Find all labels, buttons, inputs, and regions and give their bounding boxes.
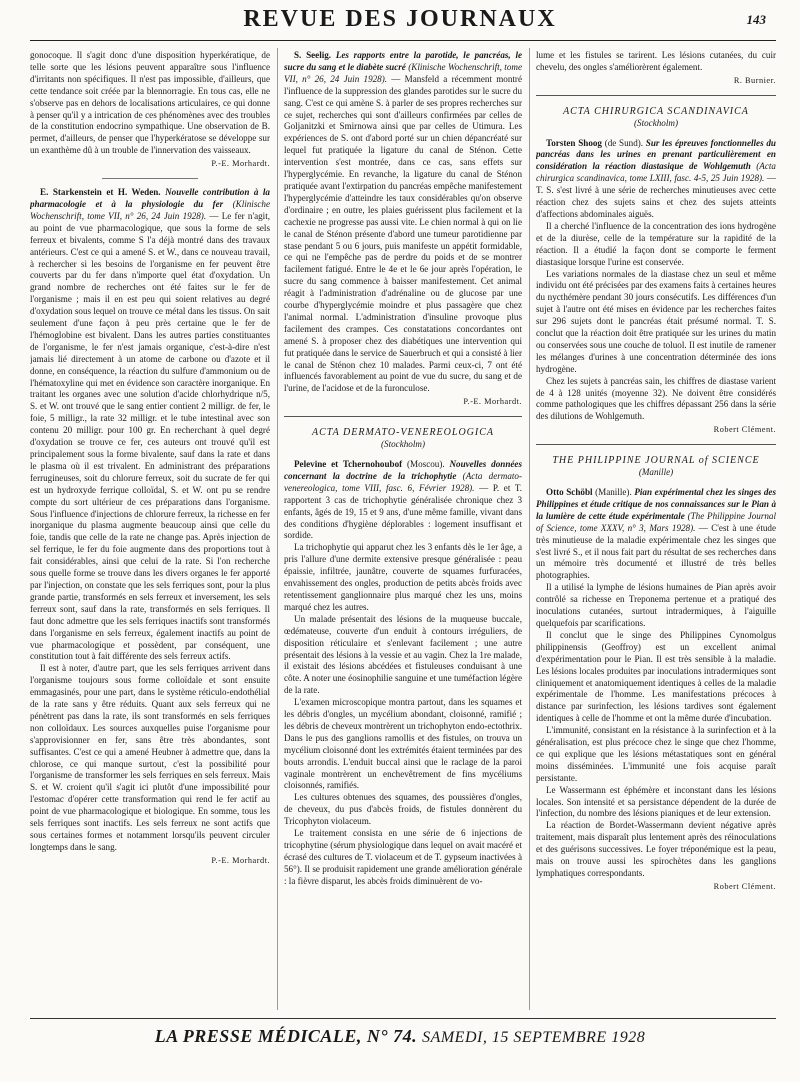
article-signature: P.-E. Morhardt. xyxy=(211,159,270,169)
column-left xyxy=(30,50,270,1012)
section-divider xyxy=(284,416,522,417)
journal-heading: THE PHILIPPINE JOURNAL of SCIENCE xyxy=(552,455,760,467)
article-body: — P. et T. rapportent 3 cas de trichophytie généralisée chronique chez 3 enfants, âgés de 19, 15 et 9 ans, d'une même famille, vivant dans des conditions d'hygiène déplorables : logement insuffisant et sordide. xyxy=(284,482,522,541)
article-starkenstein xyxy=(30,187,270,663)
article-body: — Mansfeld a récemment montré l'influence de la suppression des glandes parotides sur le sucre du sang. C'est ce qui amène S. à parler de ses propres recherches sur ce sujet, recherches qui sont d'ailleurs confirmées par celles de Goljanitzki et Smirnowa ainsi que par celles de Utimura. Les expériences de S. ont d'abord porté sur un chien dépancréaté sur lequel fut pratiquée la ligature du canal de Sténon. Cette intervention s'est montrée, dans ce cas, sans effets sur l'hyperglycémie. En revanche, la ligature du canal de Sténon pratiquée avant l'extirpation du pancréas empêche manifestement l'hyperglycémie d'atteindre les taux considérables qu'on observe d'ordinaire ; en outre, les plaies guérissent plus facilement et la cachexie ne progresse pas aussi vite. Le chien normal à qui on lie le canal de Sténon présente d'abord une tumeur parotidienne par stase pendant 5 ou 6 jours, puis manifeste un appétit formidable, ce qui ne l'empêche pas de perdre du poids et de se montrer facilement fatigué. Entre le 4e et le 6e jour après l'opération, le sucre du sang commence à baisser manifestement. Cet animal réagit à l'administration d'adrénaline ou de glucose par une courbe d'hyperglycémie moindre et plus passagère que chez l'animal normal. L'administration d'insuline provoque plus facilement des crampes. Ces constatations concordantes ont amené S. à proposer chez des diabétiques une intervention qui fut pratiquée dans le service de Sauerbruch et qui a consisté à lier le canal de Sténon chez 10 malades. Parmi ceux-ci, 7 ont été influencés favorablement au point de vue du sucre, du sang et de l'urine, de l'acidose et de la furonculose. xyxy=(284,73,522,394)
article-paragraph: L'examen microscopique montra partout, dans les squames et les débris d'ongles, un mycélium abondant, cloisonné, ramifié ; les débris de cheveux montrèrent un trichophyton endo-ectothrix. Dans le pus des ganglions ramollis et des fistules, on trouva un mycélium cloisonné dont les extrémités étaient terminées par des bouts arrondis. L'enduit buccal ainsi que le raclage de la paroi vaginale montrèrent un enchevêtrement de fins mycéliums cloisonnés, ramifiés. xyxy=(284,697,522,791)
article-author: Torsten Shoog xyxy=(546,137,602,148)
journal-city: (Manille) xyxy=(638,467,674,478)
article-continuation: gonocoque. Il s'agit donc d'une disposition hyperkératique, de telle sorte que les lésions peuvent apparaître sous l'influence d'irritants non spécifiques. Il n'est pas impossible, d'ailleurs, que cette tendance soit créée par la blennorragie. En tous cas, elle ne s'observe pas en dehors de localisations articulaires, ce qui donne à penser qu'il y a intrication de ces phénomènes avec des troubles de la constitution endocrino sympathique. Une observation de B. permet, d'ailleurs, de penser que l'hyperkératose se développe sur un exanthème dû à un trouble de l'innervation des vaisseaux. xyxy=(30,50,270,156)
article-signature: P.-E. Morhardt. xyxy=(211,855,270,865)
article-author: Pelevine et Tchernohoubof xyxy=(294,459,403,469)
column-divider xyxy=(277,48,278,1010)
article-signature: R. Burnier. xyxy=(733,75,776,85)
article-author: E. Starkenstein et H. Weden. xyxy=(40,187,161,198)
footer-rule xyxy=(30,1018,776,1019)
article-paragraph: Les cultures obtenues des squames, des poussières d'ongles, de cheveux, du pus d'abcès froids, de fistules donnèrent du Tricophyton violaceum. xyxy=(284,792,522,827)
column-middle xyxy=(284,50,522,1012)
article-author-place: (de Sund). xyxy=(604,137,644,148)
page-footer xyxy=(0,1026,800,1047)
article-shoog xyxy=(536,138,776,221)
article-paragraph: La réaction de Bordet-Wassermann devient négative après traitement, mais disparaît plus lentement après des réinoculations et des guérisons successives. Le foyer tréponémique est la peau, mais on trouve aussi les spirochètes dans les ganglions lymphatiques correspondants. xyxy=(536,820,776,878)
article-author: Otto Schöbl xyxy=(546,487,593,497)
article-paragraph: Les variations normales de la diastase chez un seul et même individu ont été précisées par des examens faits à certaines heures du nycthémère pendant 30 jours consécutifs. Les différences d'un sujet à l'autre ont été mises en évidence par les recherches faites sur 296 sujets dont le pancréas était présumé normal. T. S. conclut que la réaction doit être pratiquée sur les urines du matin ou conservées sous une couche de toluol. Il est inutile de ramener les mélanges d'urines à une concentration déterminée des ions hydrogène. xyxy=(536,268,776,374)
article-paragraph: Il a utilisé la lymphe de lésions humaines de Pian après avoir contrôlé sa richesse en Treponema pertenue et a pratiqué des inoculations cutanées, surtout intradermiques, à l'aiguille quelquefois par scarifications. xyxy=(536,582,776,628)
article-source: (Acta dermato-venereologica, tome VIII, fasc. 6, Février 1928). xyxy=(284,470,522,493)
article-paragraph: Le traitement consista en une série de 6 injections de tricophytine (sérum physiologique dans lequel on avait macéré et écrasé des cultures de T. violaceum et de T. gypseum inactivées à 56°). Il se produisit rapidement une grande amélioration générale : la fièvre disparut, les abcès froids diminuèrent de vo- xyxy=(284,828,522,886)
article-signature: Robert Clément. xyxy=(713,425,776,435)
article-schobl xyxy=(536,487,776,582)
article-title: Pian expérimental chez les singes des Philippines et étude critique de nos connaissances sur le Pian à la lumière de cette étude expérimentale xyxy=(536,487,776,521)
article-source: (The Philippine Journal of Science, tome XXXV, n° 3, Mars 1928). xyxy=(536,510,776,533)
journal-heading: ACTA DERMATO-VENEREOLOGICA xyxy=(311,427,494,439)
section-divider xyxy=(536,95,776,96)
article-body: — T. S. s'est livré à une série de recherches minutieuses avec cette réaction chez des sujets sains et chez des sujets atteints d'affections abdominales aiguës. xyxy=(536,173,776,219)
article-source: (Klinische Wochenschrift, tome VII, n° 26, 24 Juin 1928). xyxy=(30,198,270,221)
article-body: — Le fer n'agit, au point de vue pharmacologique, que sous la forme de sels ferreux et bivalents, comme S l'a déjà montré dans des travaux antérieurs. C'est ce qui a amené S. et W., dans ce nouveau travail, à rechercher si les besoins de l'organisme en fer peuvent être couverts par du fer dans n'importe quel état d'oxydation. Un grand nombre de recherches ont été faites sur le fer de l'organisme ; mais il en est peu qui soient relatives au degré d'oxydation sous lequel on trouve ce métal dans les tissus. On sait seulement d'une façon à peu près certaine que le fer de l'hémoglobine est bivalent. Dans les autres parties constituantes de l'organisme, le fer n'est jamais organique, c'est-à-dire n'est jamais lié directement à un atome de carbone ou d'azote et il donne, en conséquence, la réaction du sulfure d'ammonium ou de l'hématoxyline qui met en évidence son caractère inorganique. En traitant les organes avec une solution d'acide chlorhydrique n/5, S. et W. ont trouvé que le sang entier contient 2 milligr. de fer, le foie, 5 milligr., la rate 32 milligr. et le tube intestinal avec son contenu 20 milligr. pour 100 gr. En recherchant à quel degré d'oxydation se trouve ce fer, ces auteurs ont trouvé qu'il est principalement sous la forme bivalente, sauf dans la rate et dans le plasma où il est trivalent. En administrant des préparations ferrugineuses, soit du chlorure ferreux, soit du sucrate de fer qui est un hydroxyde ferrique colloïdal, S. et W. ont pu se rendre compte du sort ultérieur de ces préparations dans l'organisme. Sous l'influence d'injections de chlorure ferreux, la richesse en fer inorganique du plasma augmente beaucoup ainsi que celle du foie, tandis que celle de la rate ne change pas. Après injection de sel ferrique, le fer du foie augmente dans des proportions tout à fait considérables, ainsi que celui de la rate. Si l'on recherche sous quelle forme se trouve dans les divers organes le fer apporté par l'injection, on constate que les sels ferriques sont, pour la plus grande partie, transformés en sels ferreux et inversement, les sels ferreux sont, sauf dans la rate, transformés en sels ferriques. Il faut donc admettre que les sels ferriques inactifs sont transformés dans l'organisme en sels ferreux, également inactifs au point de vue pharmacologique et possèdent, par conséquent, une constitution tout à fait différente des sels ferreux actifs. xyxy=(30,210,270,662)
article-paragraph: Il a cherché l'influence de la concentration des ions hydrogène et de la diurèse, celle de la température sur la rapidité de la réaction. Il a étudié la façon dont se comporte le ferment diastasique lorsque l'urine est conservée. xyxy=(536,220,776,267)
column-right xyxy=(536,50,776,1012)
article-title: Sur les épreuves fonctionnelles du pancréas dans les urines en prenant particulièrement en considération la réaction diastasique de Wohlgemuth xyxy=(536,137,776,172)
journal-city: (Stockholm) xyxy=(634,117,678,128)
journal-section-title: REVUE DES JOURNAUX xyxy=(243,6,557,32)
article-seelig xyxy=(284,50,522,395)
article-author-place: (Manille). xyxy=(595,487,632,497)
journal-heading: ACTA CHIRURGICA SCANDINAVICA xyxy=(563,105,749,117)
article-body: — C'est à une étude très minutieuse de la maladie expérimentale chez les singes que s'est livré S., et il nous fait part du résultat de ses recherches dans un mémoire très documenté et illustré de très belles photographies. xyxy=(536,522,776,581)
article-paragraph: Un malade présentait des lésions de la muqueuse buccale, œdémateuse, couverte d'un enduit à contours irréguliers, de disposition réticulaire et s'enlevant facilement ; une autre présentait des lésions à la vessie et au vagin. Chez la 1re malade, il existait des lésions abcédées et fistuleuses conduisant à une côte. A noter une éosinophilie sanguine et une tuméfaction légère de la rate. xyxy=(284,613,522,696)
article-paragraph: Le Wassermann est éphémère et inconstant dans les lésions locales. Son intensité et sa persistance dépendent de la durée de l'infection, du nombre des lésions pianiques et de leur extension. xyxy=(536,784,776,819)
article-title: Nouvelles données concernant la doctrine de la trichophytie xyxy=(284,459,522,481)
article-paragraph: La trichophytie qui apparut chez les 3 enfants dès le 1er âge, a pris l'allure d'une dermite extensive presque généralisée : peau épaissie, infiltrée, jaunâtre, couverte de squames furfuracées, envahissement des ongles, production de petits abcès froids avec retentissement ganglionnaire plus marqué chez les uns, moins marqué chez les autres. xyxy=(284,542,522,612)
article-title: Nouvelle contribution à la pharmacologie et à la physiologie du fer xyxy=(30,187,270,209)
column-divider xyxy=(529,48,530,1010)
header-rule xyxy=(30,40,776,41)
article-author: S. Seelig. xyxy=(294,50,332,60)
article-title: Les rapports entre la parotide, le pancréas, le sucre du sang et le diabète sucré xyxy=(284,50,522,72)
article-divider xyxy=(102,178,198,179)
page-number: 143 xyxy=(746,12,766,27)
article-paragraph: L'immunité, consistant en la résistance à la surinfection et à la généralisation, est plus précoce chez le singe que chez l'homme, ce qui explique que les lésions métastatiques sont en général moins disséminées. L'immunité une fois acquise paraît persistante. xyxy=(536,725,776,783)
article-source: (Acta chirurgica scandinavica, tome LXIII, fasc. 4-5, 25 Juin 1928). xyxy=(536,161,776,184)
journal-city: (Stockholm) xyxy=(381,439,425,450)
section-divider xyxy=(536,444,776,445)
article-paragraph: Il conclut que le singe des Philippines Cynomolgus philippinensis (Geoffroy) est un excellent animal d'expérimentation pour le Pian. Il est très sensible à la maladie. Les lésions locales produites par inoculations intradermiques sont cliniquement et anatomiquement identiques à celles de la maladie expérimentale de l'homme. Les manifestations précoces à distance par surinfection, les lésions tardives sont également identiques à celle de l'homme et ont la même durée d'incubation. xyxy=(536,629,776,724)
footer-publication: LA PRESSE MÉDICALE, N° 74. xyxy=(154,1026,418,1046)
article-pelevine xyxy=(284,459,522,542)
footer-date: SAMEDI, 15 SEPTEMBRE 1928 xyxy=(422,1029,646,1046)
article-continuation: lume et les fistules se tarirent. Les lésions cutanées, du cuir chevelu, des ongles s'améliorèrent également. xyxy=(536,50,776,72)
article-paragraph: Il est à noter, d'autre part, que les sels ferriques arrivent dans l'organisme toujours sous forme colloïdale et sont ensuite emmagasinés, pour une part, dans le système réticulo-endothélial de la rate sans y être réduits. Quant aux sels ferreux qui ne pénètrent pas dans la rate, ils sont transformés en sels ferriques non colloïdaux. Les sources auxquelles puise l'organisme pour s'approvisionner en fer, sans être très abondantes, sont suffisantes. C'est ce qui a amené Heubner à admettre que, dans la chlorose, ce qui manque surtout, c'est la possibilité pour l'organisme de transformer les sels ferriques en sels ferreux. Mais S. et W. croient qu'il s'agit ici plutôt d'une impossibilité pour l'estomac d'opérer cette transformation qui rend le fer actif au point de vue pharmacologique et biologique. En somme, tous les sels ferriques sont inactifs. Les sels ferreux ne sont actifs que sous certaines formes et notamment lorsqu'ils peuvent circuler longtemps dans le sang. xyxy=(30,663,270,852)
article-signature: Robert Clément. xyxy=(713,881,776,891)
article-paragraph: Chez les sujets à pancréas sain, les chiffres de diastase varient de 4 à 128 unités (moyenne 32). Ne doivent être considérés comme pathologiques que les chiffres dépassant 256 dans la série des dilutions de Wohlgemuth. xyxy=(536,375,776,422)
article-source: (Klinische Wochenschrift, tome VII, n° 26, 24 Juin 1928). xyxy=(284,61,522,84)
article-author-place: (Moscou). xyxy=(407,459,445,469)
article-signature: P.-E. Morhardt. xyxy=(463,397,522,407)
